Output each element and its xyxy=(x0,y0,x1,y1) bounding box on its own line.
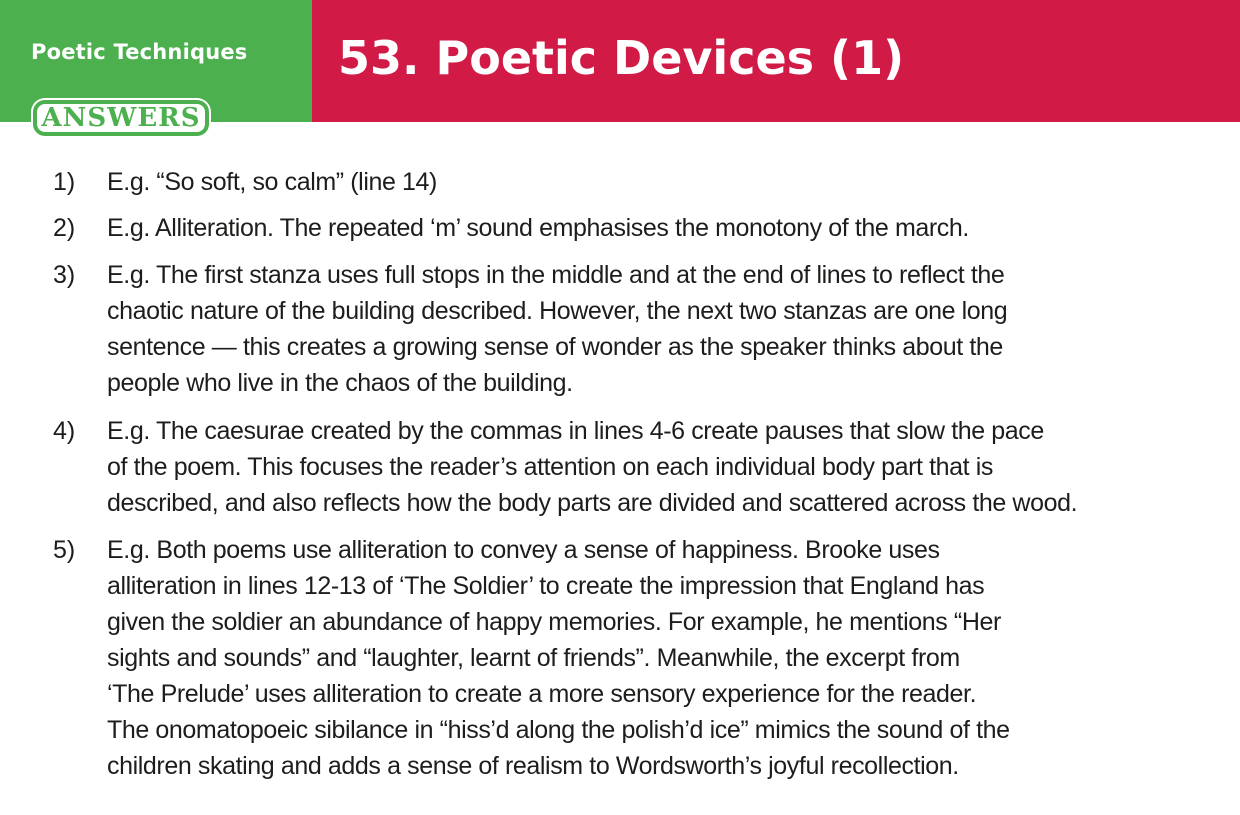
answer-text: E.g. Both poems use alliteration to convey a sense of happiness. Brooke uses alliteration in lines 12-13 of ‘The Soldier’ to create the impression that England has given the soldier an abundance of happy memories. For example, he mentions “Her sights and sounds” and “laughter, learnt of friends”. Meanwhile, the excerpt from ‘The Prelude’ uses alliteration to create a more sensory experience for the reader. The onomatopoeic sibilance in “hiss’d along the polish’d ice” mimics the sound of the children skating and adds a sense of realism to Wordsworth’s joyful recollection. xyxy=(107,536,1010,780)
answer-text: E.g. “So soft, so calm” (line 14) xyxy=(107,168,437,196)
page-title: 53. Poetic Devices (1) xyxy=(338,31,905,85)
answer-number: 3) xyxy=(53,261,76,289)
answer-text: E.g. Alliteration. The repeated ‘m’ sound emphasises the monotony of the march. xyxy=(107,214,969,242)
answer-number: 1) xyxy=(53,168,76,196)
answer-number: 4) xyxy=(53,417,76,445)
answer-number: 2) xyxy=(53,214,76,242)
answer-text: E.g. The first stanza uses full stops in the middle and at the end of lines to reflect the chaotic nature of the building described. However, the next two stanzas are one long sentence — this creates a growing sense of wonder as the speaker thinks about the people who live in the chaos of the building. xyxy=(107,261,1008,397)
answers-badge-label: ANSWERS xyxy=(41,103,201,133)
answer-text: E.g. The caesurae created by the commas in lines 4-6 create pauses that slow the pace of the poem. This focuses the reader’s attention on each individual body part that is described, and also reflects how the body parts are divided and scattered across the wood. xyxy=(107,417,1078,517)
section-label: Poetic Techniques xyxy=(31,40,248,64)
answer-number: 5) xyxy=(53,536,76,564)
